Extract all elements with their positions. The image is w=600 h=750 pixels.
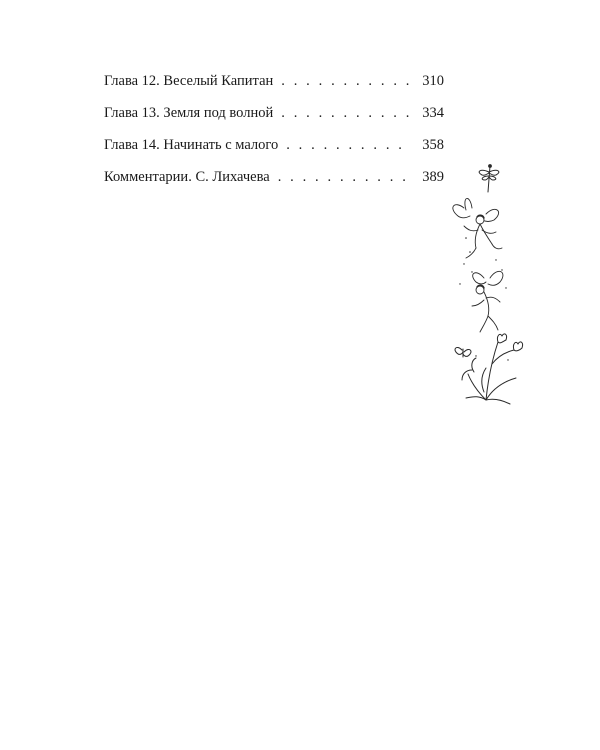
butterfly-icon — [455, 347, 471, 357]
toc-entry-title: Глава 13. Земля под волной — [104, 105, 274, 121]
dragonfly-icon — [479, 165, 499, 192]
toc-entry-page: 310 — [422, 73, 444, 89]
toc-entry-title: Комментарии. С. Лихачева — [104, 169, 270, 185]
toc-entry-title: Глава 14. Начинать с малого — [104, 137, 279, 153]
fairy-lower-icon — [472, 271, 503, 332]
toc-dot-leader — [281, 106, 410, 121]
toc-dot-leader — [286, 138, 410, 153]
toc-entry-page: 389 — [422, 169, 444, 185]
toc-entry-page: 358 — [422, 137, 444, 153]
toc-entry-commentary[interactable] — [104, 170, 444, 202]
toc-dot-leader — [278, 170, 410, 185]
toc-entry-chapter-14[interactable] — [104, 138, 444, 170]
toc-dot-leader — [281, 74, 410, 89]
toc-entry-title: Глава 12. Веселый Капитан — [104, 73, 274, 89]
toc-entry-chapter-13[interactable] — [104, 106, 444, 138]
flower-plant-icon — [462, 334, 523, 404]
fairy-upper-icon — [453, 198, 502, 258]
toc-entry-page: 334 — [422, 105, 444, 121]
toc-entry-chapter-12[interactable] — [104, 74, 444, 106]
table-of-contents — [104, 74, 444, 202]
fairies-and-flower-icon — [436, 160, 532, 410]
